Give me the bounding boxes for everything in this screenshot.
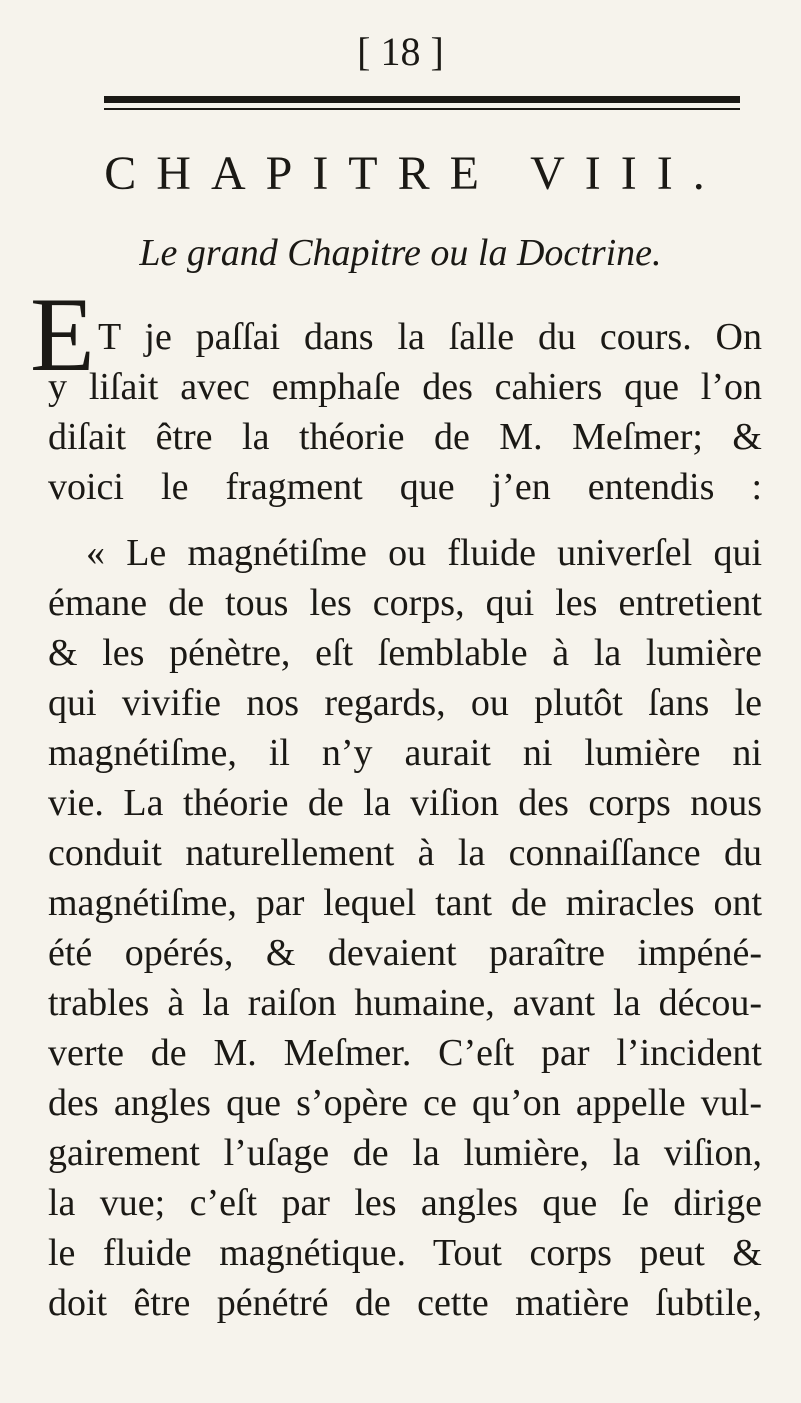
text-line: conduit naturellement à la connaiſſance du: [48, 832, 762, 874]
text-line: magnétiſme, par lequel tant de miracles ont: [48, 882, 762, 924]
header-rule-thick: [104, 96, 740, 103]
text-line: été opérés, & devaient paraître impéné-: [48, 932, 762, 974]
text-line: la vue; c’eſt par les angles que ſe dirige: [48, 1182, 762, 1224]
text-line: diſait être la théorie de M. Meſmer; &: [48, 416, 762, 458]
page-number: [ 18 ]: [357, 29, 444, 74]
text-line: « Le magnétiſme ou fluide univerſel qui: [86, 532, 762, 574]
text-line: doit être pénétré de cette matière ſubtile,: [48, 1282, 762, 1324]
text-line: verte de M. Meſmer. C’eſt par l’incident: [48, 1032, 762, 1074]
text-line: gairement l’uſage de la lumière, la viſion,: [48, 1132, 762, 1174]
text-line: T je paſſai dans la ſalle du cours. On: [98, 316, 762, 358]
text-line: qui vivifie nos regards, ou plutôt ſans le: [48, 682, 762, 724]
text-line: trables à la raiſon humaine, avant la décou-: [48, 982, 762, 1024]
drop-cap: E: [30, 276, 95, 393]
text-line: vie. La théorie de la viſion des corps nous: [48, 782, 762, 824]
text-line: émane de tous les corps, qui les entretient: [48, 582, 762, 624]
text-line: le fluide magnétique. Tout corps peut &: [48, 1232, 762, 1274]
header-rule-thin: [104, 108, 740, 110]
text-line: magnétiſme, il n’y aurait ni lumière ni: [48, 732, 762, 774]
chapter-heading: CHAPITRE VIII.: [104, 147, 725, 200]
chapter-subtitle: Le grand Chapitre ou la Doctrine.: [139, 232, 662, 274]
text-line: voici le fragment que j’en entendis :: [48, 466, 762, 508]
text-line: y liſait avec emphaſe des cahiers que l’on: [48, 366, 762, 408]
text-line: & les pénètre, eſt ſemblable à la lumière: [48, 632, 762, 674]
text-line: des angles que s’opère ce qu’on appelle vul-: [48, 1082, 762, 1124]
